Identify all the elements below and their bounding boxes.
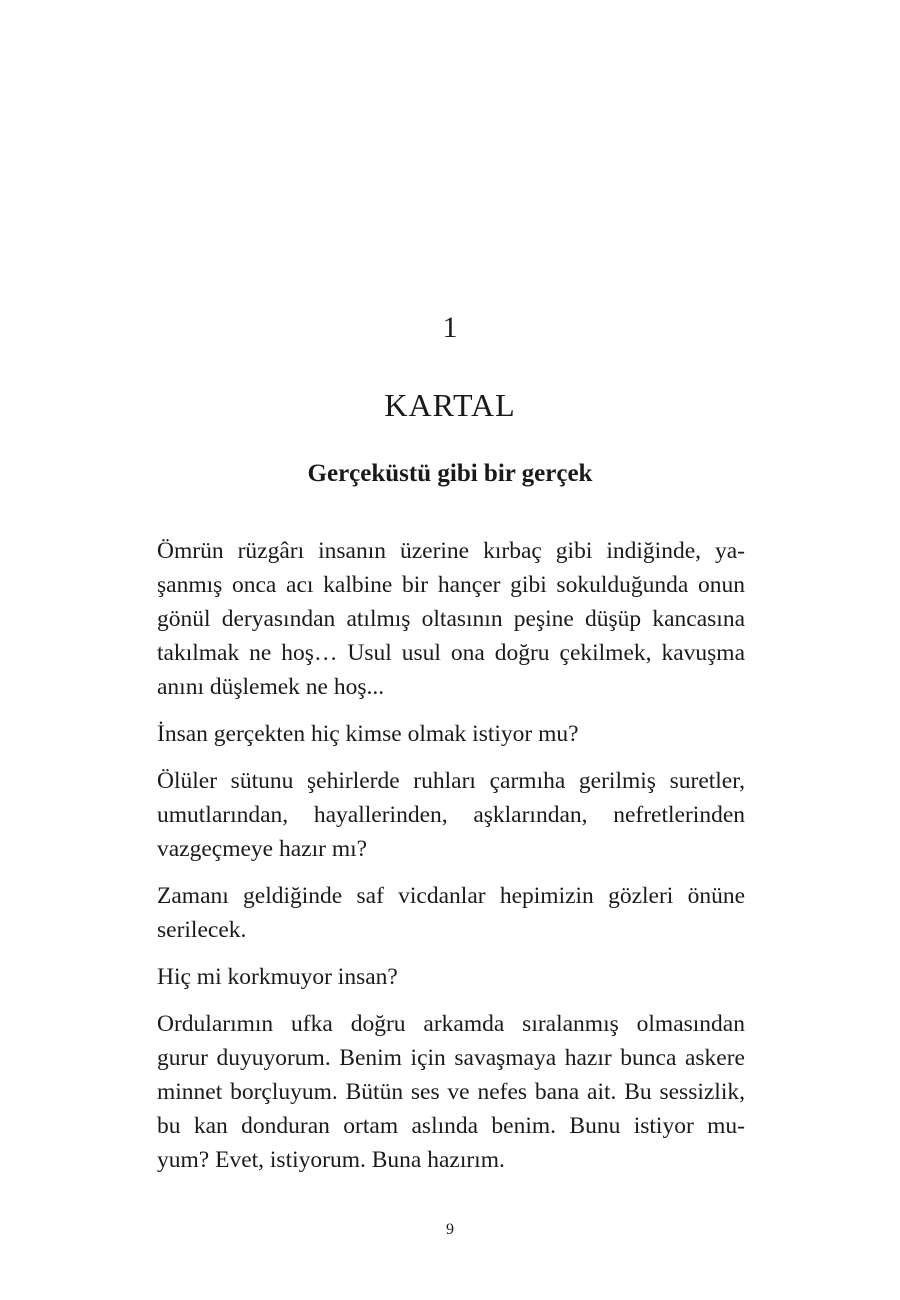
text-line: Ölüler sütunu şehirlerde ruhları çarmıha gerilmiş suretler, [157,768,745,794]
text-line: Ordularımın ufka doğru arkamda sıralanmış olmasından [157,1011,745,1037]
text-line: gurur duyuyorum. Benim için savaşmaya hazır bunca askere [157,1045,745,1071]
chapter-title: KARTAL [384,387,516,423]
paragraph [157,879,745,947]
page-number: 9 [446,1221,454,1238]
text-line: şanmış onca acı kalbine bir hançer gibi sokulduğunda onun [157,572,745,598]
text-line: umutlarından, hayallerinden, aşklarından, nefretlerinden [157,802,745,828]
text-line: takılmak ne hoş… Usul usul ona doğru çekilmek, kavuşma [157,640,745,666]
text-line: vazgeçmeye hazır mı? [157,836,368,862]
text-line: minnet borçluyum. Bütün ses ve nefes bana ait. Bu sessizlik, [157,1079,745,1105]
text-line: gönül deryasından atılmış oltasının peşine düşüp kancasına [157,606,745,632]
text-line: Zamanı geldiğinde saf vicdanlar hepimizin gözleri önüne [157,883,745,909]
paragraph [157,534,745,704]
paragraph [157,764,745,866]
text-line: anını düşlemek ne hoş... [157,674,385,700]
text-line: Ömrün rüzgârı insanın üzerine kırbaç gibi indiğinde, ya- [157,538,745,564]
text-line: yum? Evet, istiyorum. Buna hazırım. [157,1147,505,1173]
chapter-subtitle: Gerçeküstü gibi bir gerçek [307,460,593,487]
text-line: bu kan donduran ortam aslında benim. Bunu istiyor mu- [157,1113,745,1139]
paragraph [157,717,745,751]
paragraph [157,1007,745,1177]
text-line: İnsan gerçekten hiç kimse olmak istiyor mu? [157,721,579,747]
text-line: Hiç mi korkmuyor insan? [157,964,398,990]
paragraph [157,960,745,994]
body-text [157,534,745,1190]
text-line: serilecek. [157,917,247,943]
chapter-number: 1 [442,311,458,344]
